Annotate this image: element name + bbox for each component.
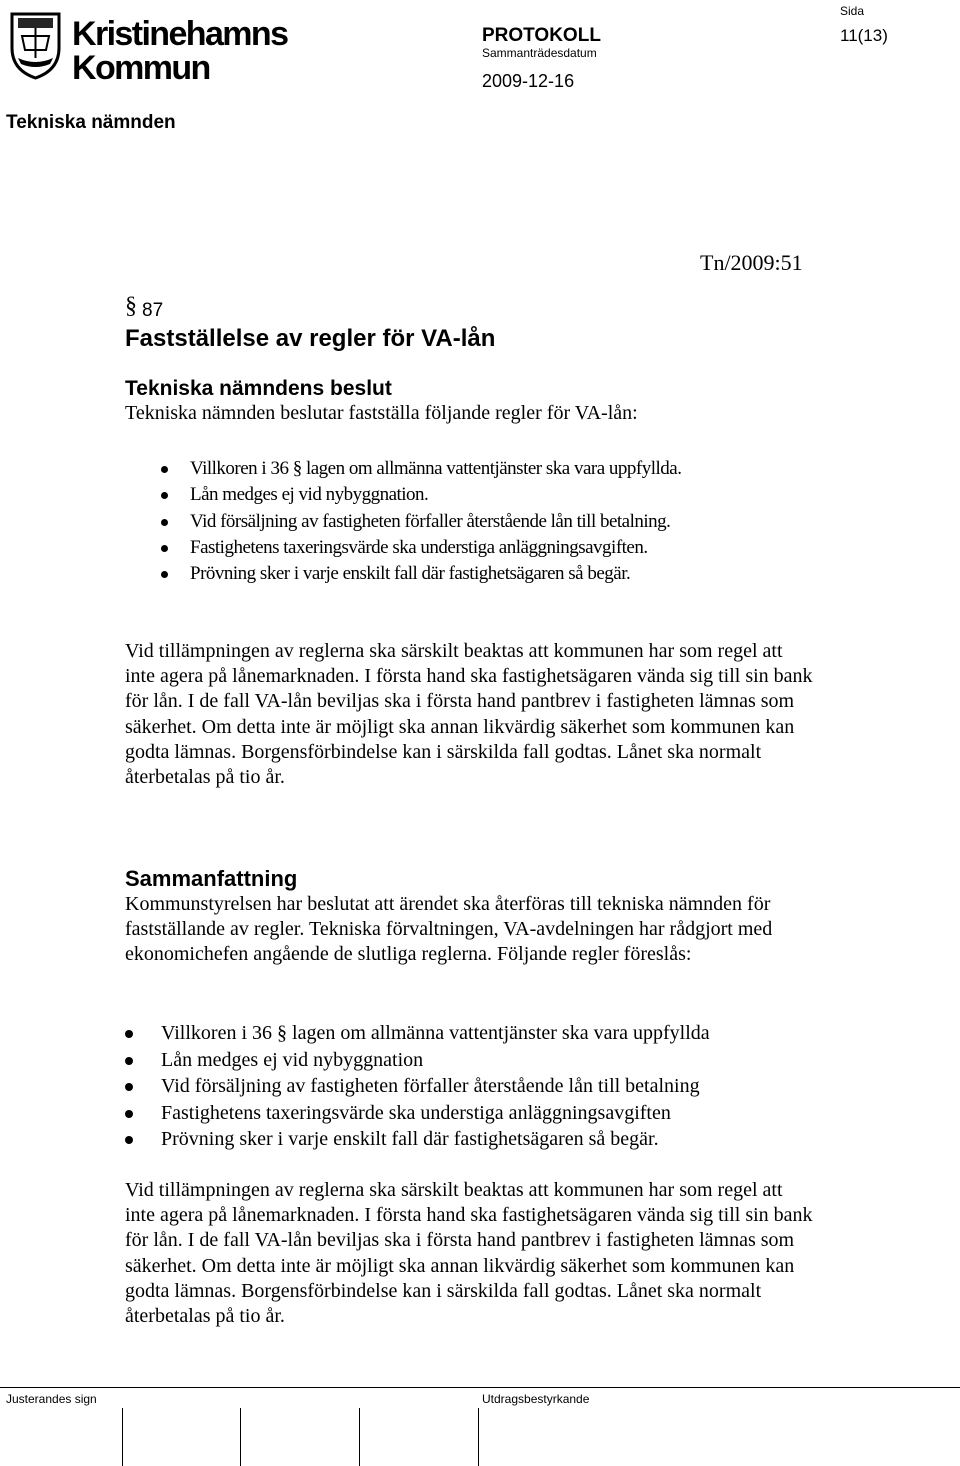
- signature-box-divider: [359, 1408, 360, 1466]
- signature-box-divider: [122, 1408, 123, 1466]
- list-item: Lån medges ej vid nybyggnation.: [190, 482, 750, 508]
- case-reference: Tn/2009:51: [700, 250, 803, 275]
- summary-paragraph: Kommunstyrelsen har beslutat att ärendet ska återföras till tekniska nämnden för fastställande av regler. Tekniska förvaltningen, VA-avdelningen har rådgjort med ekonomichefen angående de slutliga reglerna. Följande regler föreslås:: [125, 893, 773, 966]
- paragraph-symbol: §: [125, 293, 137, 319]
- list-item: Lån medges ej vid nybyggnation: [161, 1047, 861, 1074]
- document-type: PROTOKOLL: [482, 25, 601, 46]
- decision-heading: Tekniska nämndens beslut: [125, 377, 392, 400]
- summary-heading: Sammanfattning: [125, 866, 298, 891]
- decision-intro: Tekniska nämnden beslutar fastställa följande regler för VA-lån:: [125, 402, 638, 424]
- list-item: Fastighetens taxeringsvärde ska understiga anläggningsavgiften: [161, 1100, 861, 1127]
- signature-box-divider: [478, 1408, 479, 1466]
- list-item: Fastighetens taxeringsvärde ska understiga anläggningsavgiften.: [190, 535, 750, 561]
- list-item: Vid försäljning av fastigheten förfaller återstående lån till betalning.: [190, 509, 750, 535]
- meeting-date: 2009-12-16: [482, 71, 575, 91]
- logo-wordmark-line2: Kommun: [72, 49, 210, 87]
- list-item: Prövning sker i varje enskilt fall där fastighetsägaren så begär.: [161, 1126, 861, 1153]
- decision-paragraph: Vid tillämpningen av reglerna ska särskilt beaktas att kommunen har som regel att inte agera på lånemarknaden. I första hand ska fastighetsägaren vända sig till sin bank för lån. I de fall VA-lån beviljas ska i första hand pantbrev i fastigheten lämnas som säkerhet. Om detta inte är möjligt ska annan likvärdig säkerhet som kommunen kan godta lämnas. Borgensförbindelse kan i särskilda fall godtas. Lånet ska normalt återbetalas på tio år.: [125, 640, 813, 789]
- logo-wordmark-line1: Kristinehamns: [72, 15, 288, 53]
- signature-box-divider: [240, 1408, 241, 1466]
- municipal-coat-of-arms-logo: [8, 8, 63, 80]
- list-item: Villkoren i 36 § lagen om allmänna vattentjänster ska vara uppfyllda.: [190, 456, 750, 482]
- list-item: Villkoren i 36 § lagen om allmänna vattentjänster ska vara uppfyllda: [161, 1020, 861, 1047]
- footer-divider: [0, 1387, 960, 1388]
- list-item: Prövning sker i varje enskilt fall där fastighetsägaren så begär.: [190, 561, 750, 587]
- paragraph-number: 87: [142, 300, 164, 321]
- meeting-date-label: Sammanträdesdatum: [482, 46, 597, 60]
- extract-certification-label: Utdragsbestyrkande: [482, 1392, 590, 1406]
- signature-label: Justerandes sign: [6, 1392, 97, 1406]
- summary-final-paragraph: Vid tillämpningen av reglerna ska särskilt beaktas att kommunen har som regel att inte agera på lånemarknaden. I första hand ska fastighetsägaren vända sig till sin bank för lån. I de fall VA-lån beviljas ska i första hand pantbrev i fastigheten lämnas som säkerhet. Om detta inte är möjligt ska annan likvärdig säkerhet som kommunen kan godta lämnas. Borgensförbindelse kan i särskilda fall godtas. Lånet ska normalt återbetalas på tio år.: [125, 1179, 813, 1328]
- proposed-rules-list: [161, 1020, 861, 1153]
- decision-rules-list: [190, 456, 750, 587]
- section-title: Fastställelse av regler för VA-lån: [125, 325, 496, 352]
- committee-name: Tekniska nämnden: [6, 112, 176, 133]
- list-item: Vid försäljning av fastigheten förfaller återstående lån till betalning: [161, 1073, 861, 1100]
- page-label: Sida: [840, 4, 865, 18]
- page-number: 11(13): [840, 26, 888, 45]
